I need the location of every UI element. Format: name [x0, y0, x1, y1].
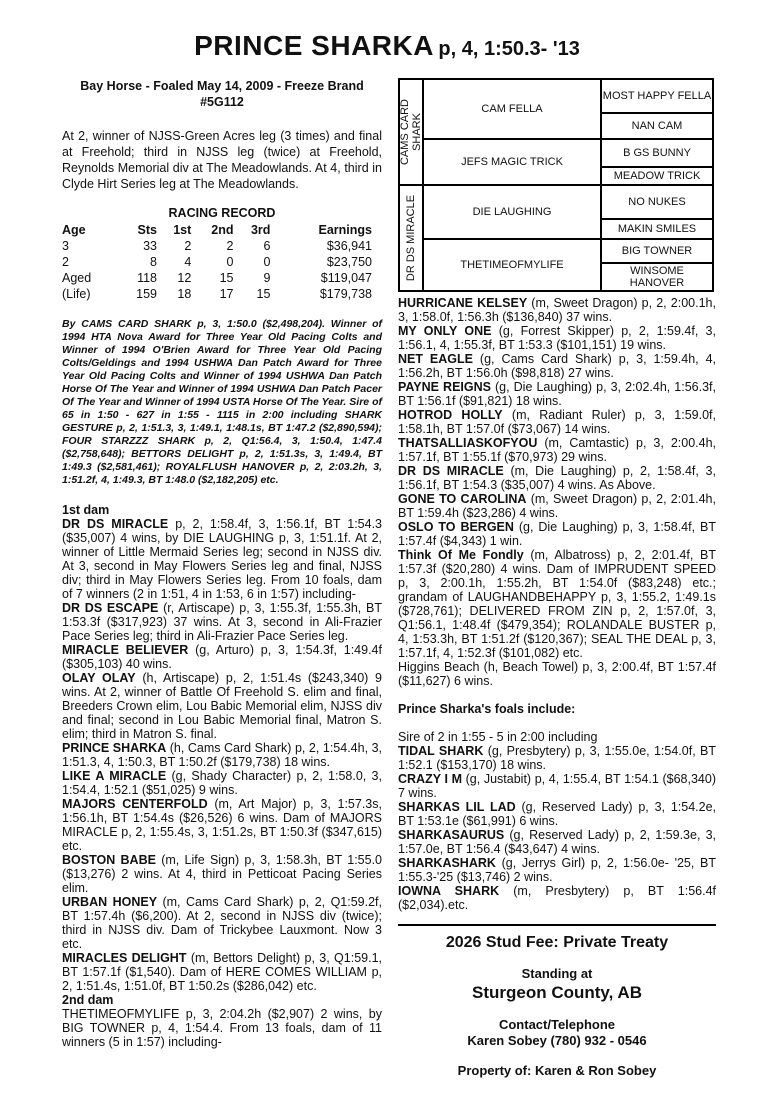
cell: 17	[219, 287, 234, 301]
cell: 0	[226, 255, 234, 269]
list-item	[62, 601, 382, 643]
pedigree-dam	[399, 185, 423, 291]
horse-detail-text: (g, Die Laughing) p, 3, 1:58.4f, BT 1:57.4f ($4,343) 1 win.	[398, 520, 716, 548]
list-item	[62, 769, 382, 797]
cell: 6	[263, 239, 271, 253]
horse-name-text: MAJORS CENTERFOLD	[62, 797, 208, 811]
horse-name-text: URBAN HONEY	[62, 895, 158, 909]
standing-label: Standing at	[521, 966, 593, 981]
list-item	[398, 744, 716, 772]
pedigree-chart	[398, 78, 714, 292]
horse-name-text: DR DS ESCAPE	[62, 601, 159, 615]
horse-name-text: Think Of Me Fondly	[398, 548, 524, 562]
horse-name-text: PRINCE SHARKA	[62, 741, 167, 755]
stud-fee: 2026 Stud Fee: Private Treaty	[445, 934, 669, 951]
horse-detail-text: Higgins Beach (h, Beach Towel) p, 3, 2:00.4f, BT 1:57.4f ($11,627) 6 wins.	[398, 660, 716, 688]
cell: 15	[219, 271, 234, 285]
contact-label: Contact/Telephone	[498, 1017, 616, 1032]
right-progeny-list	[398, 296, 716, 688]
horse-detail-text: (m, Camtastic) p, 3, 2:00.4h, 1:57.1f, BT 1:55.1f ($70,973) 29 wins.	[398, 436, 716, 464]
foals-intro: Sire of 2 in 1:55 - 5 in 2:00 including	[398, 730, 598, 744]
list-item	[398, 884, 716, 912]
pedigree-g6: MAKIN SMILES	[601, 219, 713, 239]
horse-name-text: IOWNA SHARK	[398, 884, 500, 898]
pedigree-sire	[399, 79, 423, 185]
horse-detail-text: (m, Art Major) p, 3, 1:57.3s, 1:56.1h, BT 1:54.4s ($26,526) 6 wins. Dam of MAJORS MIRACLE p, 2, 1:55.4s, 3, 1:51.2s, BT 1:50.3f ($347,615) etc.	[62, 797, 382, 853]
horse-record: p, 4, 1:50.3- '13	[438, 38, 580, 60]
list-item	[398, 380, 716, 408]
list-item	[398, 772, 716, 800]
list-item	[398, 296, 716, 324]
list-item	[398, 436, 716, 464]
horse-name-text: BOSTON BABE	[62, 853, 156, 867]
horse-detail-text: (m, Sweet Dragon) p, 2, 2:00.1h, 3, 1:58.0f, 1:56.3h ($136,840) 37 wins.	[398, 296, 716, 324]
horse-detail-text: (g, Arturo) p, 3, 1:54.3f, 1:49.4f ($305,103) 40 wins.	[62, 643, 382, 671]
cell: 118	[137, 271, 157, 285]
list-item	[398, 464, 716, 492]
pedigree-sire-dam: JEFS MAGIC TRICK	[423, 139, 601, 185]
list-item	[398, 520, 716, 548]
cell: 8	[150, 255, 157, 269]
horse-name-text: HOTROD HOLLY	[398, 408, 503, 422]
horse-detail-text: (m, Radiant Ruler) p, 3, 1:59.0f, 1:58.1h, BT 1:57.0f ($73,067) 14 wins.	[398, 408, 716, 436]
list-item	[62, 643, 382, 671]
pedigree-sire-sire: CAM FELLA	[423, 79, 601, 139]
table-row	[62, 254, 372, 270]
table-row	[62, 238, 372, 254]
horse-detail-text: (g, Die Laughing) p, 3, 2:02.4h, 1:56.3f, BT 1:56.1f ($91,821) 18 wins.	[398, 380, 716, 408]
horse-name-text: DR DS MIRACLE	[62, 517, 169, 531]
horse-detail-text: (r, Artiscape) p, 3, 1:55.3f, 1:55.3h, BT 1:53.3f ($317,923) 37 wins. At 3, second in Ali-Frazier Pace Series leg; third in Ali-Frazier Pace Series leg.	[62, 601, 382, 643]
list-item	[398, 856, 716, 884]
horse-name-text: MIRACLES DELIGHT	[62, 951, 187, 965]
racing-record-table	[62, 222, 372, 302]
cell: 0	[263, 255, 271, 269]
horse-detail-text: (g, Reserved Lady) p, 2, 1:59.3e, 3, 1:57.0e, BT 1:56.4 ($43,647) 4 wins.	[398, 828, 716, 856]
first-dam-list	[62, 517, 382, 993]
horse-name-text: OSLO TO BERGEN	[398, 520, 514, 534]
pedigree-g3: B GS BUNNY	[601, 139, 713, 167]
col-header: Sts	[137, 223, 157, 237]
table-row	[62, 286, 372, 302]
first-dam-heading: 1st dam	[62, 503, 110, 517]
horse-detail-text: (g, Cams Card Shark) p, 3, 1:59.4h, 4, 1:56.2h, BT 1:56.0h ($98,818) 27 wins.	[398, 352, 716, 380]
horse-description: Bay Horse - Foaled May 14, 2009 - Freeze Brand #5G112	[80, 79, 364, 109]
horse-detail-text: (m, Sweet Dragon) p, 2, 2:01.4h, BT 1:59.4h ($23,286) 4 wins.	[398, 492, 716, 520]
racing-record-title: RACING RECORD	[168, 206, 276, 220]
horse-name-text: SHARKASHARK	[398, 856, 496, 870]
right-column	[398, 78, 716, 1078]
horse-name-text: THATSALLIASKOFYOU	[398, 436, 538, 450]
horse-detail-text: p, 2, 1:58.4f, 3, 1:56.1f, BT 1:54.3 ($35,007) 4 wins, by DIE LAUGHING p, 3, 1:51.1f. At 2, winner of Little Mermaid Series leg; second in NJSS div. At 3, second in May Flowers Series leg and final, NJSS div; third in May Flowers Series leg. From 10 foals, dam of 7 winners (2 in 1:51, 4 in 1:53, 6 in 1:57) including-	[62, 517, 383, 601]
list-item	[398, 408, 716, 436]
horse-detail-text: (g, Forrest Skipper) p, 2, 1:59.4f, 3, 1:56.1, 4, 1:55.3f, BT 1:53.3 ($101,151) 19 wins.	[398, 324, 716, 352]
horse-name-text: LIKE A MIRACLE	[62, 769, 167, 783]
list-item	[398, 324, 716, 352]
horse-name-text: OLAY OLAY	[62, 671, 136, 685]
horse-name-text: SHARKAS LIL LAD	[398, 800, 516, 814]
cell: 4	[184, 255, 192, 269]
cell: 2	[62, 255, 69, 269]
foals-list	[398, 744, 716, 912]
cell: $36,941	[326, 239, 372, 253]
horse-name-text: TIDAL SHARK	[398, 744, 484, 758]
horse-detail-text: (g, Shady Character) p, 2, 1:58.0, 3, 1:54.4, 1:52.1 ($51,025) 9 wins.	[62, 769, 382, 797]
second-dam-text: THETIMEOFMYLIFE p, 3, 2:04.2h ($2,907) 2 wins, by BIG TOWNER p, 4, 1:54.4. From 13 foals, dam of 11 winners (5 in 1:57) including-	[62, 1007, 382, 1049]
list-item	[62, 741, 382, 769]
col-header: 3rd	[250, 223, 271, 237]
horse-name-text: MIRACLE BELIEVER	[62, 643, 189, 657]
cell: 2	[184, 239, 192, 253]
list-item	[398, 492, 716, 520]
col-header: Earnings	[318, 223, 372, 237]
list-item	[398, 352, 716, 380]
sire-paragraph: By CAMS CARD SHARK p, 3, 1:50.0 ($2,498,204). Winner of 1994 HTA Nova Award for Three Year Old Pacing Colts and Winner of 1994 O'Brien Award for Three Year Old Pacing Colts/Geldings and 1994 USHWA Dan Patch Award for Three Year Old Pacing Colts and Winner of 1994 USHWA Dan Patch Horse Of The Year and Winner of 1994 USHWA Dan Patch Pacer Of The Year and Winner of 1994 USTA Horse Of The Year. Sire of 65 in 1:50 - 627 in 1:55 - 1115 in 2:00 including SHARK GESTURE p, 2, 1:51.3, 3, 1:49.1, 1:48.1s, BT 1:47.2 ($2,890,594); FOUR STARZZZ SHARK p, 2, Q1:56.4, 3, 1:50.4, 1:47.4 ($2,758,648); BETTORS DELIGHT p, 2, 1:51.3s, 3, 1:49.4, BT 1:49.3 ($2,581,461); ROYALFLUSH HANOVER p, 2, 2:03.2h, 3, 1:51.2f, 4, 1:49.3, BT 1:48.0 ($2,182,205) etc.	[62, 318, 382, 486]
horse-name-text: PAYNE REIGNS	[398, 380, 491, 394]
cell: 18	[177, 287, 192, 301]
left-column	[62, 78, 382, 1049]
cell: 33	[143, 239, 157, 253]
col-header: Age	[62, 223, 86, 237]
horse-name: PRINCE SHARKA	[194, 30, 434, 61]
cell: $179,738	[319, 287, 372, 301]
horse-detail-text: (g, Reserved Lady) p, 3, 1:54.2e, BT 1:53.1e ($61,991) 6 wins.	[398, 800, 716, 828]
cell: $23,750	[326, 255, 372, 269]
cell: 3	[62, 239, 69, 253]
list-item	[62, 797, 382, 853]
horse-detail-text: (m, Albatross) p, 2, 2:01.4f, BT 1:57.3f ($20,280) 4 wins. Dam of IMPRUDENT SPEED p, 3, 2:00.1h, 1:55.2h, BT 1:54.0f ($83,248) etc.; grandam of LAUGHANDBEHAPPY p, 3, 1:55.2, 1:49.1s ($728,761); DELIVERED FROM ZIN p, 2, 1:57.0f, 3, Q1:56.1, 1:48.4f ($479,354); ROLANDALE BUSTER p, 4, 1:53.3h, BT 1:51.2f ($120,367); SEAL THE DEAL p, 3, 1:57.1f, 4, 1:52.3f ($101,082) etc.	[398, 548, 716, 660]
cell: 2	[226, 239, 234, 253]
col-header: 2nd	[211, 223, 234, 237]
horse-detail-text: (g, Presbytery) p, 3, 1:55.0e, 1:54.0f, BT 1:52.1 ($153,170) 18 wins.	[398, 744, 716, 772]
list-item	[62, 671, 382, 741]
horse-detail-text: (m, Bettors Delight) p, 3, Q1:59.1, BT 1:57.1f ($1,540). Dam of HERE COMES WILLIAM p, 2, 1:51.4s, 1:51.0f, BT 1:50.2s ($286,042) etc.	[62, 951, 383, 993]
list-item	[398, 660, 716, 688]
horse-detail-text: (m, Cams Card Shark) p, 2, Q1:59.2f, BT 1:57.4h ($6,200). At 2, second in NJSS div (twice); third in NJSS div. Dam of Trickybee Lauxmont. Now 3 etc.	[62, 895, 382, 951]
owner-line: Property of: Karen & Ron Sobey	[457, 1063, 657, 1078]
horse-bio: At 2, winner of NJSS-Green Acres leg (3 times) and final at Freehold; third in NJSS leg (twice) at Freehold, Reynolds Memorial div at The Meadowlands. At 4, third in Clyde Hirt Series leg at The Meadowlands.	[62, 129, 382, 191]
horse-name-text: SHARKASAURUS	[398, 828, 505, 842]
pedigree-dam-label: DR DS MIRACLE	[405, 194, 417, 282]
list-item	[398, 828, 716, 856]
horse-detail-text: (g, Jerrys Girl) p, 2, 1:56.0e- '25, BT 1:55.3-'25 ($13,746) 2 wins.	[398, 856, 716, 884]
list-item	[62, 853, 382, 895]
foals-heading: Prince Sharka's foals include:	[398, 702, 576, 716]
horse-name-text: GONE TO CAROLINA	[398, 492, 527, 506]
horse-detail-text: (g, Justabit) p, 4, 1:55.4, BT 1:54.1 ($68,340) 7 wins.	[398, 772, 716, 800]
horse-name-text: CRAZY I M	[398, 772, 462, 786]
pedigree-sire-label: CAMS CARD SHARK	[399, 99, 423, 166]
pedigree-g8: WINSOME HANOVER	[601, 263, 713, 291]
horse-name-text: DR DS MIRACLE	[398, 464, 504, 478]
cell: 15	[256, 287, 271, 301]
list-item	[398, 548, 716, 660]
cell: 9	[263, 271, 271, 285]
list-item	[62, 951, 382, 993]
list-item	[62, 517, 382, 601]
cell: Aged	[62, 271, 92, 285]
divider	[398, 924, 716, 926]
cell: (Life)	[62, 287, 91, 301]
cell: $119,047	[320, 271, 372, 285]
horse-detail-text: (h, Artiscape) p, 2, 1:51.4s ($243,340) 9 wins. At 2, winner of Battle Of Freehold S. elim and final, Breeders Crown elim, Lou Babic Memorial elim, NJSS div and final; second in Lou Babic Memorial final, Matron S. elim; third in Matron S. final.	[62, 671, 382, 741]
contact-info: Karen Sobey (780) 932 - 0546	[467, 1033, 647, 1048]
pedigree-g2: NAN CAM	[601, 113, 713, 139]
stud-location: Sturgeon County, AB	[472, 983, 642, 1002]
cell: 12	[177, 271, 192, 285]
horse-name-text: NET EAGLE	[398, 352, 473, 366]
horse-name-text: MY ONLY ONE	[398, 324, 492, 338]
pedigree-dam-sire: DIE LAUGHING	[423, 185, 601, 239]
list-item	[398, 800, 716, 828]
horse-detail-text: (h, Cams Card Shark) p, 2, 1:54.4h, 3, 1:51.3, 4, 1:50.3, BT 1:50.2f ($179,738) 18 wins.	[62, 741, 382, 769]
horse-detail-text: (m, Life Sign) p, 3, 1:58.3h, BT 1:55.0 ($13,276) 2 wins. At 4, third in Petticoat Pacing Series elim.	[62, 853, 382, 895]
list-item	[62, 895, 382, 951]
horse-name-text: HURRICANE KELSEY	[398, 296, 528, 310]
cell: 159	[136, 287, 157, 301]
pedigree-g7: BIG TOWNER	[601, 239, 713, 263]
col-header: 1st	[173, 223, 192, 237]
second-dam-heading: 2nd dam	[62, 993, 114, 1007]
horse-detail-text: (m, Presbytery) p, BT 1:56.4f ($2,034).etc.	[398, 884, 716, 912]
racing-record-header-row	[62, 222, 372, 238]
table-row	[62, 270, 372, 286]
pedigree-g5: NO NUKES	[601, 185, 713, 219]
page-title	[0, 30, 774, 62]
pedigree-g1: MOST HAPPY FELLA	[601, 79, 713, 113]
horse-detail-text: (m, Die Laughing) p, 2, 1:58.4f, 3, 1:56.1f, BT 1:54.3 ($35,007) 4 wins. As Above.	[398, 464, 716, 492]
pedigree-g4: MEADOW TRICK	[601, 167, 713, 185]
pedigree-dam-dam: THETIMEOFMYLIFE	[423, 239, 601, 291]
contact-block	[398, 1017, 716, 1049]
